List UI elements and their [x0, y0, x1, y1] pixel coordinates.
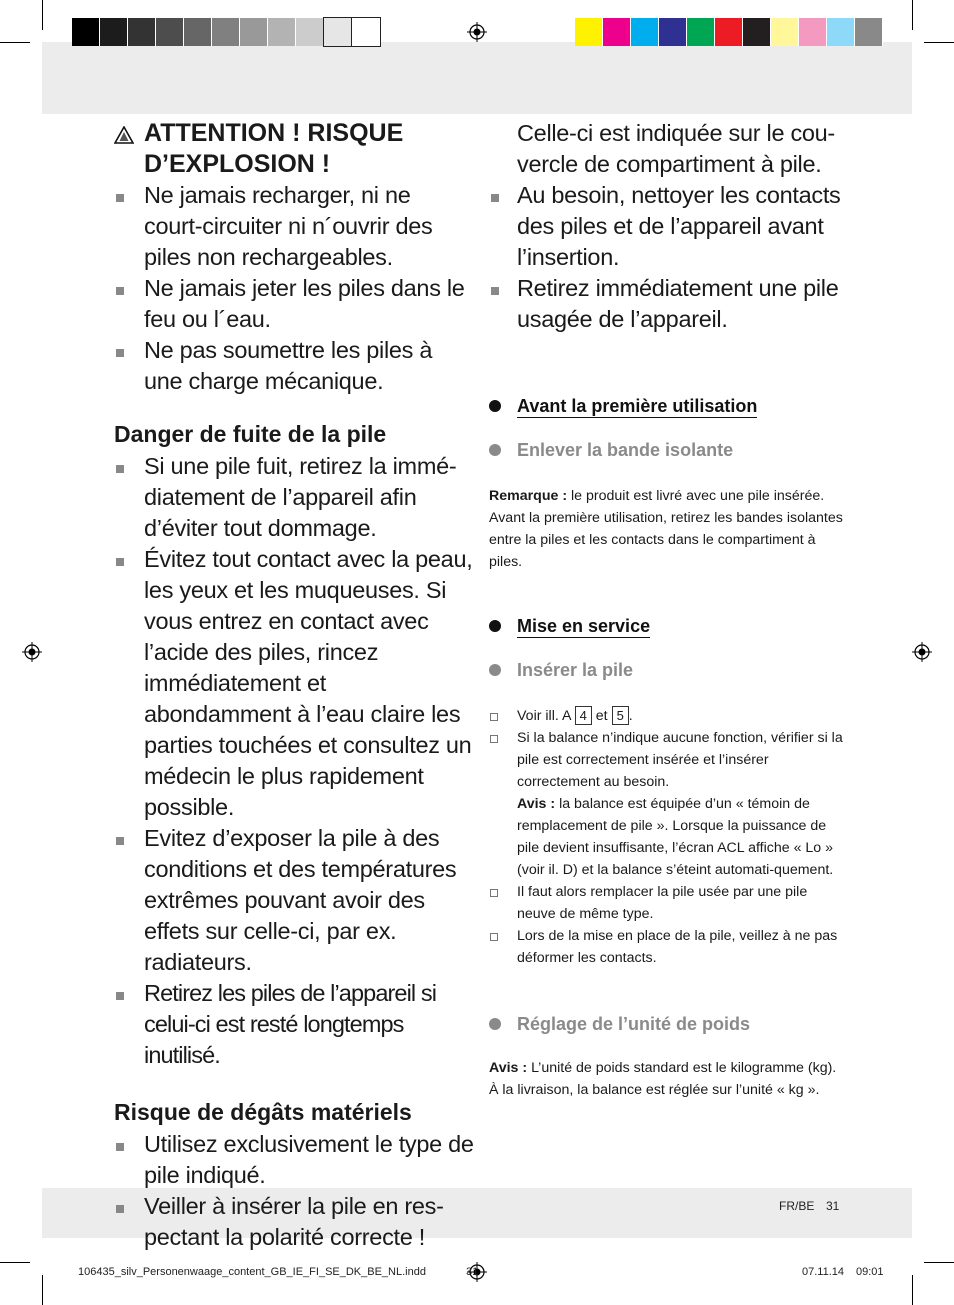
registration-mark-icon: [912, 642, 932, 662]
registration-mark-icon: [467, 22, 487, 42]
file-name: 106435_silv_Personenwaage_content_GB_IE_FI_SE_DK_BE_NL.indd: [78, 1266, 426, 1278]
process-swatch: [743, 18, 771, 46]
warning-item: Ne pas soumettre les piles à une charge mécanique.: [114, 335, 474, 397]
crop-mark: [0, 42, 30, 43]
crop-mark: [912, 1275, 913, 1305]
process-swatch: [715, 18, 743, 46]
avis-paragraph: [489, 1057, 844, 1101]
subsection-heading-insert-battery: Insérer la pile: [489, 657, 844, 683]
process-swatch: [687, 18, 715, 46]
crop-mark: [924, 42, 954, 43]
grayscale-swatch: [268, 18, 296, 46]
figure-ref-box: 5: [612, 706, 629, 725]
process-swatch: [631, 18, 659, 46]
crop-mark: [42, 1275, 43, 1305]
grayscale-swatch: [212, 18, 240, 46]
process-swatch: [855, 18, 883, 46]
avis-text: L’unité de poids standard est le kilogramme (kg). À la livraison, la balance est réglée sur l’unité « kg ».: [489, 1060, 837, 1098]
see-figure-text: Voir ill. A: [517, 708, 571, 724]
left-column: [114, 118, 474, 1253]
page-number: 31: [826, 1199, 840, 1213]
grayscale-color-bar: [72, 18, 380, 46]
instruction-item: [489, 727, 844, 881]
crop-mark: [0, 1262, 30, 1263]
subsection-heading-insulating-strip: Enlever la bande isolante: [489, 437, 844, 463]
print-time: 09:01: [856, 1266, 884, 1278]
grayscale-swatch: [352, 18, 380, 46]
process-color-bar: [575, 18, 883, 46]
section-heading-first-use: [489, 393, 844, 419]
print-date: 07.11.14: [802, 1266, 845, 1278]
crop-mark: [912, 0, 913, 30]
see-figure-suffix: .: [628, 708, 633, 724]
warning-heading: [114, 118, 474, 180]
avis-label: Avis :: [489, 1060, 528, 1076]
process-swatch: [771, 18, 799, 46]
avis-note: [517, 793, 844, 881]
process-swatch: [827, 18, 855, 46]
damage-heading: Risque de dégâts matériels: [114, 1099, 412, 1125]
leak-heading: Danger de fuite de la pile: [114, 421, 387, 447]
grayscale-swatch: [324, 18, 352, 46]
damage-item: Veiller à insérer la pile en res-pectant la polarité correcte !: [114, 1191, 474, 1253]
continued-text: Celle-ci est indiquée sur le cou-vercle de compartiment à pile.: [517, 120, 835, 177]
instruction-text: Si la balance n’indique aucune fonction, vérifier si la pile est correctement insérée et l’insérer correctement au besoin.: [517, 730, 843, 790]
process-swatch: [575, 18, 603, 46]
warning-title: ATTENTION ! RISQUE D’EXPLOSION !: [144, 119, 404, 178]
section-title: Avant la première utilisation: [517, 396, 758, 416]
crop-mark: [924, 1262, 954, 1263]
grayscale-swatch: [184, 18, 212, 46]
warning-triangle-icon: [114, 126, 134, 144]
avis-label: Avis :: [517, 796, 556, 812]
continued-item: Au besoin, nettoyer les contacts des piles et de l’appareil avant l’insertion.: [489, 180, 844, 273]
instruction-item: Il faut alors remplacer la pile usée par une pile neuve de même type.: [489, 881, 844, 925]
leak-item: Évitez tout contact avec la peau, les yeux et les muqueuses. Si vous entrez en contact avec l’acide des piles, rincez immédiatement et abondamment à l’eau claire les parties touchées et consultez un médecin le plus rapidement possible.: [114, 544, 474, 823]
process-swatch: [799, 18, 827, 46]
instruction-item: [489, 705, 844, 727]
process-swatch: [659, 18, 687, 46]
continued-item: Retirez immédiatement une pile usagée de l’appareil.: [489, 273, 844, 335]
header-band: [42, 42, 912, 114]
leak-item: Si une pile fuit, retirez la immé-diatement de l’appareil afin d’éviter tout dommage.: [114, 451, 474, 544]
leak-item: Evitez d’exposer la pile à des conditions et des températures extrêmes pouvant avoir des effets sur celle-ci, par ex. radiateurs.: [114, 823, 474, 978]
leak-item: Retirez les piles de l’appareil si celui-ci est resté longtemps inutilisé.: [114, 978, 474, 1071]
section-title: Mise en service: [517, 616, 651, 636]
avis-text: la balance est équipée d’un « témoin de remplacement de pile ». Lorsque la puissance de pile devient insuffisante, l’écran ACL affiche « Lo » (voir il. D) et la balance s’éteint automati-quement.: [517, 796, 834, 878]
warning-item: Ne jamais jeter les piles dans le feu ou l´eau.: [114, 273, 474, 335]
damage-item: Utilisez exclusivement le type de pile indiqué.: [114, 1129, 474, 1191]
right-column: [489, 118, 844, 1101]
figure-ref-box: 4: [575, 706, 592, 725]
grayscale-swatch: [128, 18, 156, 46]
crop-mark: [42, 0, 43, 30]
section-heading-start-up: [489, 613, 844, 639]
registration-mark-icon: [22, 642, 42, 662]
see-figure-and: et: [595, 708, 608, 724]
instruction-item: Lors de la mise en place de la pile, veillez à ne pas déformer les contacts.: [489, 925, 844, 969]
process-swatch: [603, 18, 631, 46]
file-page-number: 31: [466, 1266, 479, 1278]
grayscale-swatch: [296, 18, 324, 46]
subsection-heading-weight-unit: Réglage de l’unité de poids: [489, 1011, 844, 1037]
language-code: FR/BE: [779, 1199, 815, 1213]
warning-item: Ne jamais recharger, ni ne court-circuiter ni n´ouvrir des piles non rechargeables.: [114, 180, 474, 273]
remark-paragraph: [489, 485, 844, 573]
grayscale-swatch: [100, 18, 128, 46]
grayscale-swatch: [72, 18, 100, 46]
remark-label: Remarque :: [489, 488, 568, 504]
grayscale-swatch: [240, 18, 268, 46]
grayscale-swatch: [156, 18, 184, 46]
remark-text: le produit est livré avec une pile insérée. Avant la première utilisation, retirez les bandes isolantes entre la piles et les contacts dans le compartiment à piles.: [489, 488, 843, 570]
